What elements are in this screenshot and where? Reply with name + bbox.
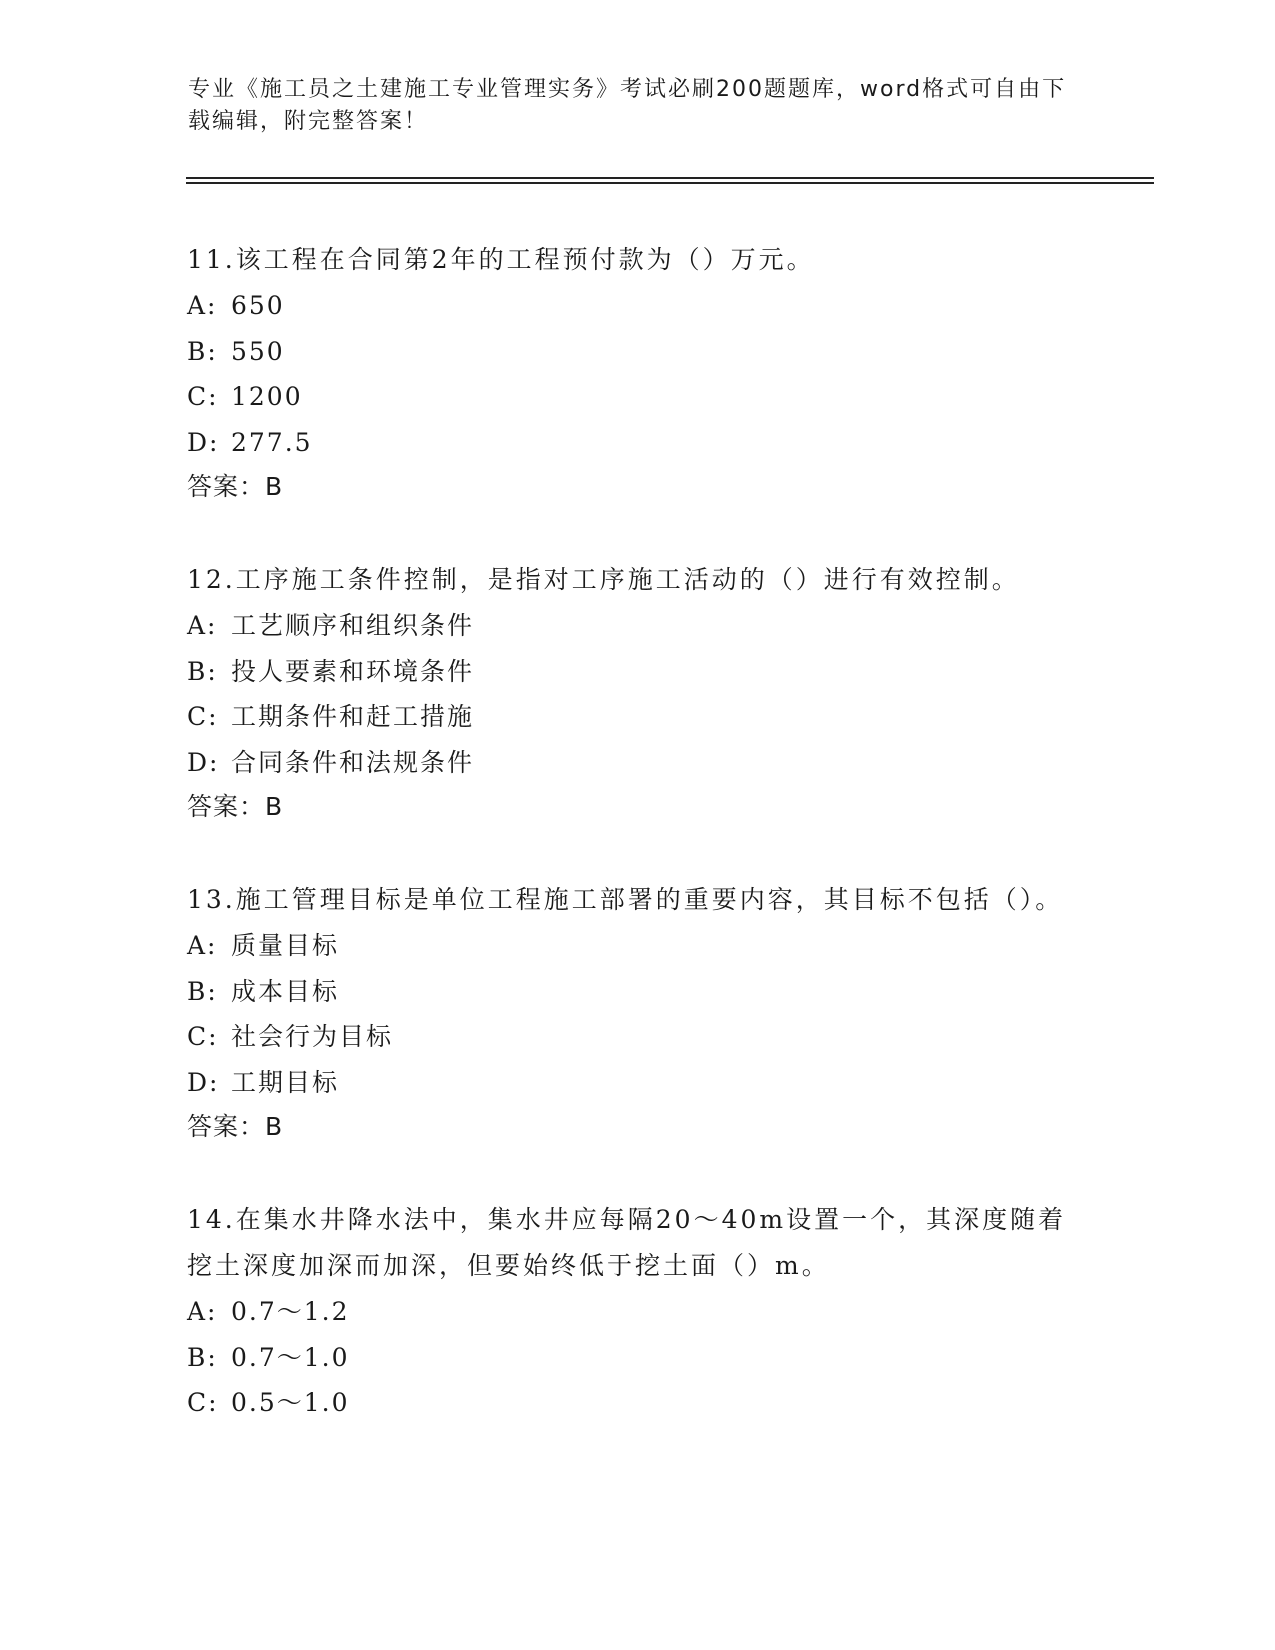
option-a [187,283,1087,329]
question-14 [187,1197,1087,1426]
option-letter: D: [187,427,220,457]
option-b [187,1335,1087,1381]
option-letter: A: [187,291,218,320]
option-letter: B: [187,336,218,366]
option-text: 1200 [231,382,303,411]
option-letter: B: [187,976,218,1006]
header-divider-line [186,182,1154,184]
option-text: 质量目标 [231,931,340,960]
option-d [187,740,1087,786]
option-b [187,969,1087,1015]
option-letter: A: [187,1297,218,1326]
header-divider-line [186,177,1154,179]
document-header: 专业《施工员之土建施工专业管理实务》考试必刷200题题库，word格式可自由下载编辑，附完整答案！ [188,77,1067,134]
option-text: 650 [231,291,285,320]
option-c [187,374,1087,420]
option-a [187,923,1087,969]
question-13 [187,877,1087,1149]
question-list [187,237,1087,1474]
option-text: 成本目标 [231,976,340,1006]
option-text: 工艺顺序和组织条件 [231,611,475,640]
option-text: 277.5 [231,427,313,457]
option-letter: A: [187,931,218,960]
option-letter: D: [187,747,220,777]
option-b [187,329,1087,375]
option-text: 合同条件和法规条件 [231,747,475,777]
option-text: 投人要素和环境条件 [231,656,475,686]
option-text: 0.5～1.0 [231,1388,350,1417]
answer-line: 答案：B [187,1112,284,1141]
option-text: 工期目标 [231,1067,340,1097]
question-stem: 11.该工程在合同第2年的工程预付款为（）万元。 [187,245,815,274]
question-11 [187,237,1087,509]
option-c [187,1014,1087,1060]
option-letter: C: [187,1022,219,1051]
option-letter: B: [187,1342,218,1372]
option-letter: C: [187,702,219,731]
option-letter: A: [187,611,218,640]
option-letter: C: [187,1388,219,1417]
option-d [187,420,1087,466]
option-a [187,603,1087,649]
option-text: 550 [231,336,285,366]
option-a [187,1289,1087,1335]
option-text: 0.7～1.2 [231,1297,350,1326]
option-c [187,694,1087,740]
question-stem: 13.施工管理目标是单位工程施工部署的重要内容，其目标不包括（）。 [187,885,1064,914]
option-text: 0.7～1.0 [231,1342,350,1372]
option-letter: B: [187,656,218,686]
option-letter: D: [187,1067,220,1097]
option-letter: C: [187,382,219,411]
answer-line: 答案：B [187,472,284,501]
option-text: 工期条件和赶工措施 [231,702,475,731]
question-stem: 12.工序施工条件控制，是指对工序施工活动的（）进行有效控制。 [187,565,1020,594]
option-d [187,1060,1087,1106]
question-stem: 14.在集水井降水法中，集水井应每隔20～40m设置一个，其深度随着挖土深度加深而加深，但要始终低于挖土面（）m。 [187,1205,1067,1280]
option-b [187,649,1087,695]
answer-line: 答案：B [187,792,284,821]
option-text: 社会行为目标 [231,1022,394,1051]
question-12 [187,557,1087,829]
option-c [187,1380,1087,1426]
